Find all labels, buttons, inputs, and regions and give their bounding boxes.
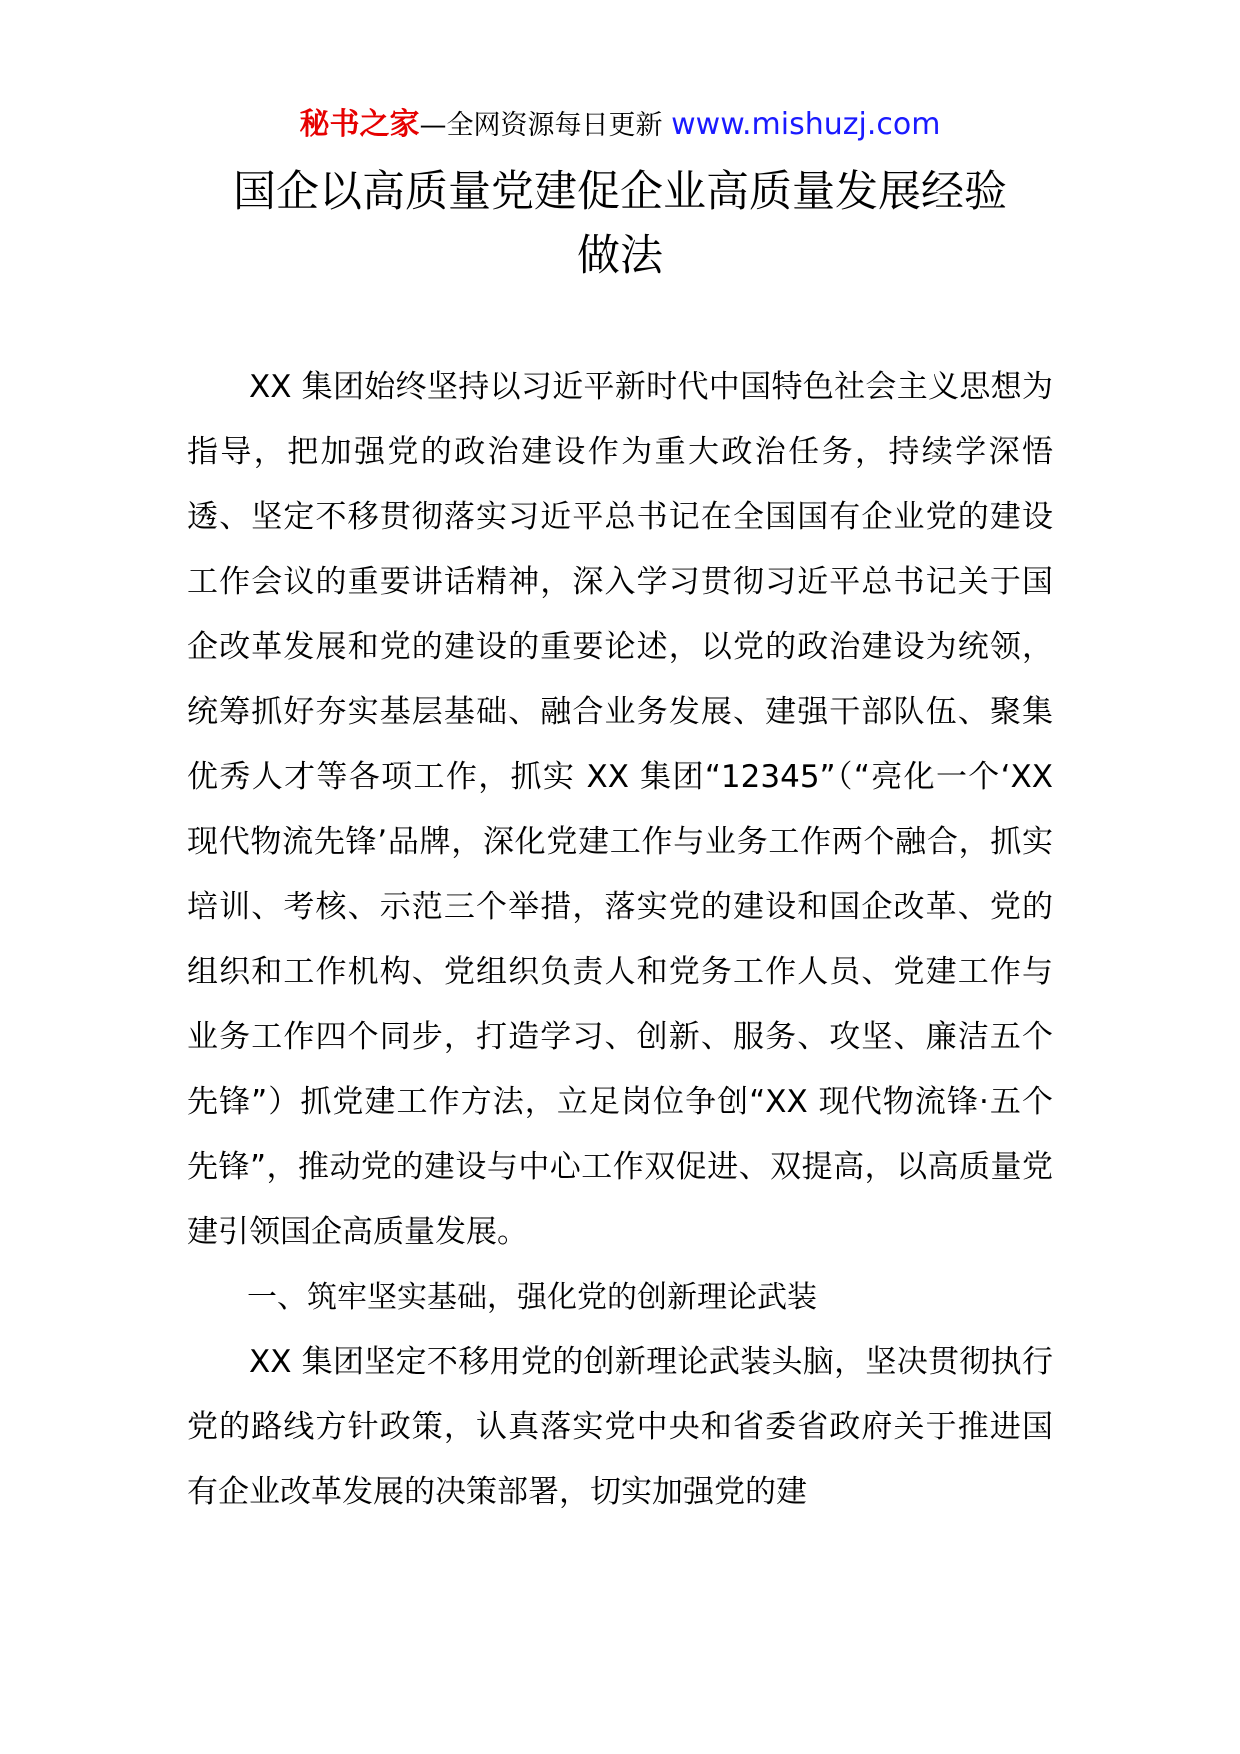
title-line-2: 做法: [577, 231, 663, 281]
header-slogan: —全网资源每日更新: [419, 110, 672, 141]
section-1-paragraph: XX 集团坚定不移用党的创新理论武装头脑，坚决贯彻执行党的路线方针政策，认真落实党中央和省委省政府关于推进国有企业改革发展的决策部署，切实加强党的建: [187, 1344, 1053, 1510]
site-url-link[interactable]: www.mishuzj.com: [671, 107, 941, 142]
intro-paragraph: XX 集团始终坚持以习近平新时代中国特色社会主义思想为指导，把加强党的政治建设作为重大政治任务，持续学深悟透、坚定不移贯彻落实习近平总书记在全国国有企业党的建设工作会议的重要讲话精神，深入学习贯彻习近平总书记关于国企改革发展和党的建设的重要论述，以党的政治建设为统领，统筹抓好夯实基层基础、融合业务发展、建强干部队伍、聚集优秀人才等各项工作，抓实 XX 集团“12345”（“亮化一个‘XX 现代物流先锋’品牌，深化党建工作与业务工作两个融合，抓实培训、考核、示范三个举措，落实党的建设和国企改革、党的组织和工作机构、党组织负责人和党务工作人员、党建工作与业务工作四个同步，打造学习、创新、服务、攻坚、廉洁五个先锋”）抓党建工作方法，立足岗位争创“XX 现代物流锋·五个先锋”，推动党的建设与中心工作双促进、双提高，以高质量党建引领国企高质量发展。: [187, 369, 1053, 1250]
document-title: [150, 160, 1090, 288]
section-heading-1: 一、筑牢坚实基础，强化党的创新理论武装: [247, 1280, 817, 1315]
brand-name: 秘书之家: [299, 107, 420, 142]
document-body: [187, 355, 1053, 1525]
title-line-1: 国企以高质量党建促企业高质量发展经验: [233, 167, 1007, 217]
site-header: [0, 103, 1240, 148]
